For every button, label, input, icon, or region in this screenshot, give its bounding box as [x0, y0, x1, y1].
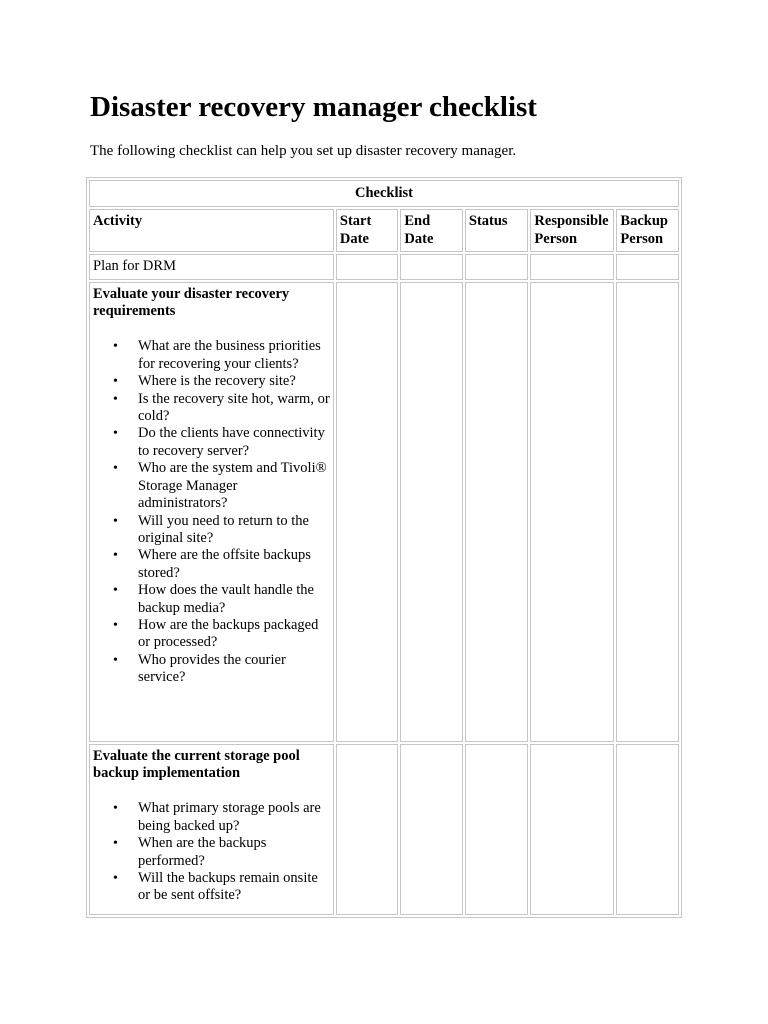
backup-person-cell [616, 744, 679, 915]
intro-paragraph: The following checklist can help you set up disaster recovery manager. [90, 143, 517, 159]
list-item: • What are the business priorities for recovering your clients? [138, 338, 330, 373]
status-cell [465, 744, 529, 915]
question-list [93, 338, 330, 686]
checklist-table [86, 177, 682, 918]
backup-person-cell [616, 254, 679, 279]
list-item: • Where are the offsite backups stored? [138, 547, 330, 582]
table-caption: Checklist [89, 180, 679, 207]
start-date-cell [336, 744, 399, 915]
activity-title: Evaluate the current storage pool backup implementation [93, 747, 300, 782]
table-row [89, 282, 679, 742]
activity-cell [89, 282, 334, 742]
list-item: • Who are the system and Tivoli® Storage Manager administrators? [138, 460, 330, 512]
header-status: Status [465, 209, 529, 252]
status-cell [465, 254, 529, 279]
table-row [89, 744, 679, 915]
list-item: • How does the vault handle the backup media? [138, 582, 330, 617]
list-item: • What primary storage pools are being backed up? [138, 800, 330, 835]
end-date-cell [400, 282, 463, 742]
status-cell [465, 282, 529, 742]
header-end-date: End Date [400, 209, 463, 252]
end-date-cell [400, 254, 463, 279]
header-responsible-person: Responsible Person [530, 209, 614, 252]
table-header-row [89, 209, 679, 252]
table-row [89, 254, 679, 279]
start-date-cell [336, 282, 399, 742]
list-item: • Do the clients have connectivity to recovery server? [138, 425, 330, 460]
list-item: • How are the backups packaged or processed? [138, 617, 330, 652]
list-item: • Will the backups remain onsite or be sent offsite? [138, 870, 330, 905]
activity-title: Plan for DRM [93, 258, 176, 275]
responsible-person-cell [530, 254, 614, 279]
end-date-cell [400, 744, 463, 915]
list-item: • Where is the recovery site? [138, 373, 330, 390]
start-date-cell [336, 254, 399, 279]
activity-cell [89, 254, 334, 279]
header-activity: Activity [89, 209, 334, 252]
header-start-date: Start Date [336, 209, 399, 252]
list-item: • Is the recovery site hot, warm, or cold? [138, 391, 330, 426]
table-caption-row [89, 180, 679, 207]
header-backup-person: Backup Person [616, 209, 679, 252]
list-item: • Will you need to return to the original site? [138, 513, 330, 548]
list-item: • When are the backups performed? [138, 835, 330, 870]
list-item: • Who provides the courier service? [138, 652, 330, 687]
activity-title: Evaluate your disaster recovery requirements [93, 285, 290, 320]
question-list [93, 800, 330, 904]
responsible-person-cell [530, 744, 614, 915]
backup-person-cell [616, 282, 679, 742]
activity-cell [89, 744, 334, 915]
page-title: Disaster recovery manager checklist [90, 91, 537, 123]
responsible-person-cell [530, 282, 614, 742]
